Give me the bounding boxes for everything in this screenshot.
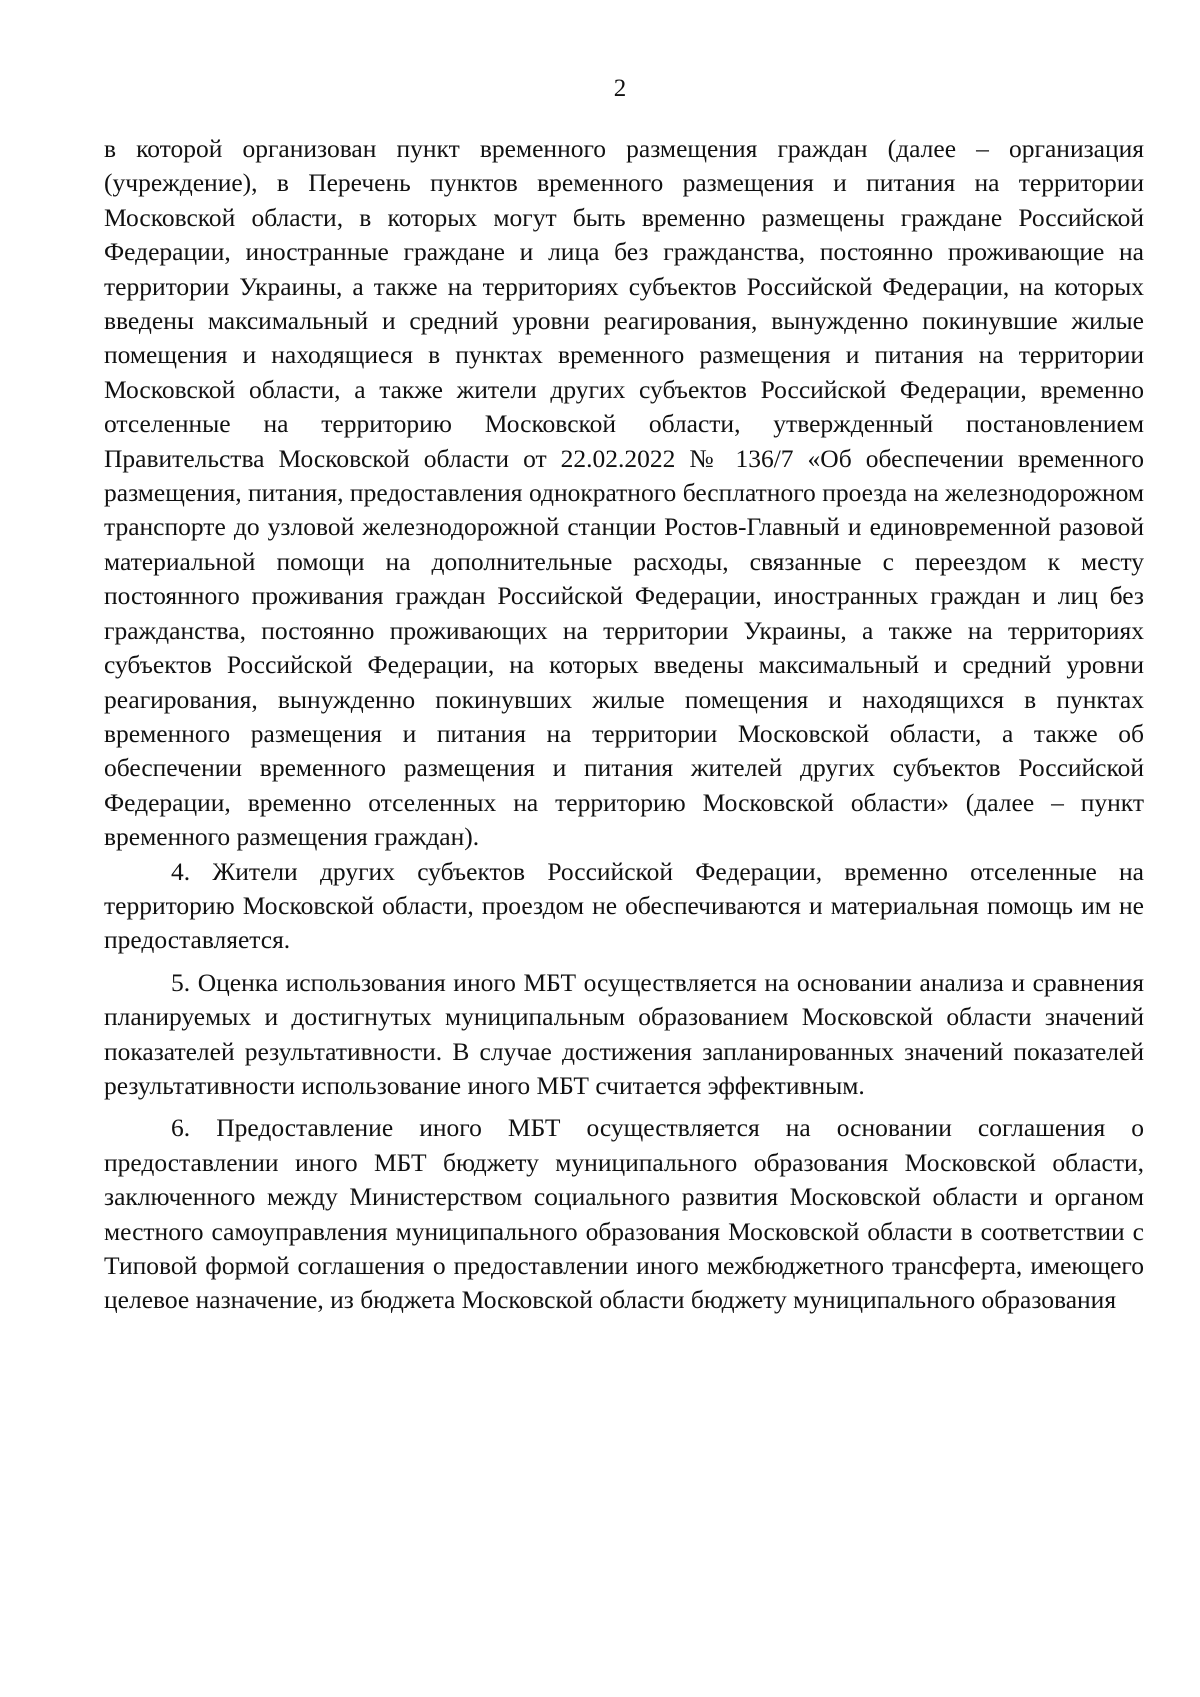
paragraph-item-6: 6. Предоставление иного МБТ осуществляется на основании соглашения о предоставлении иного МБТ бюджету муниципального образования Московской области, заключенного между Министерством социального развития Московской области и органом местного самоуправления муниципального образования Московской области в соответствии с Типовой формой соглашения о предоставлении иного межбюджетного трансферта, имеющего целевое назначение, из бюджета Московской области бюджету муниципального образования [104, 1113, 1144, 1315]
paragraph-item-5: 5. Оценка использования иного МБТ осуществляется на основании анализа и сравнения планируемых и достигнутых муниципальным образованием Московской области значений показателей результативности. В случае достижения запланированных значений показателей результативности использование иного МБТ считается эффективным. [104, 967, 1144, 1100]
paragraph-continuation: в которой организован пункт временного размещения граждан (далее – организация (учреждение), в Перечень пунктов временного размещения и питания на территории Московской области, в которых могут быть временно размещены граждане Российской Федерации, иностранные граждане и лица без гражданства, постоянно проживающие на территории Украины, а также на территориях субъектов Российской Федерации, на которых введены максимальный и средний уровни реагирования, вынужденно покинувшие жилые помещения и находящиеся в пунктах временного размещения и питания на территории Московской области, а также жители других субъектов Российской Федерации, временно отселенные на территорию Московской области, утвержденный постановлением Правительства Московской области от 22.02.2022 № 136/7 «Об обеспечении временного размещения, питания, предоставления однократного бесплатного проезда на железнодорожном транспорте до узловой железнодорожной станции Ростов-Главный и единовременной разовой материальной помощи на дополнительные расходы, связанные с переездом к месту постоянного проживания граждан Российской Федерации, иностранных граждан и лиц без гражданства, постоянно проживающих на территории Украины, а также на территориях субъектов Российской Федерации, на которых введены максимальный и средний уровни реагирования, вынужденно покинувших жилые помещения и находящихся в пунктах временного размещения и питания на территории Московской области, а также об обеспечении временного размещения и питания жителей других субъектов Российской Федерации, временно отселенных на территорию Московской области» (далее – пункт временного размещения граждан). [104, 134, 1144, 852]
page-number: 2 [613, 75, 627, 102]
paragraph-item-4: 4. Жители других субъектов Российской Федерации, временно отселенные на территорию Московской области, проездом не обеспечиваются и материальная помощь им не предоставляется. [104, 856, 1144, 955]
document-body [104, 132, 1144, 1318]
